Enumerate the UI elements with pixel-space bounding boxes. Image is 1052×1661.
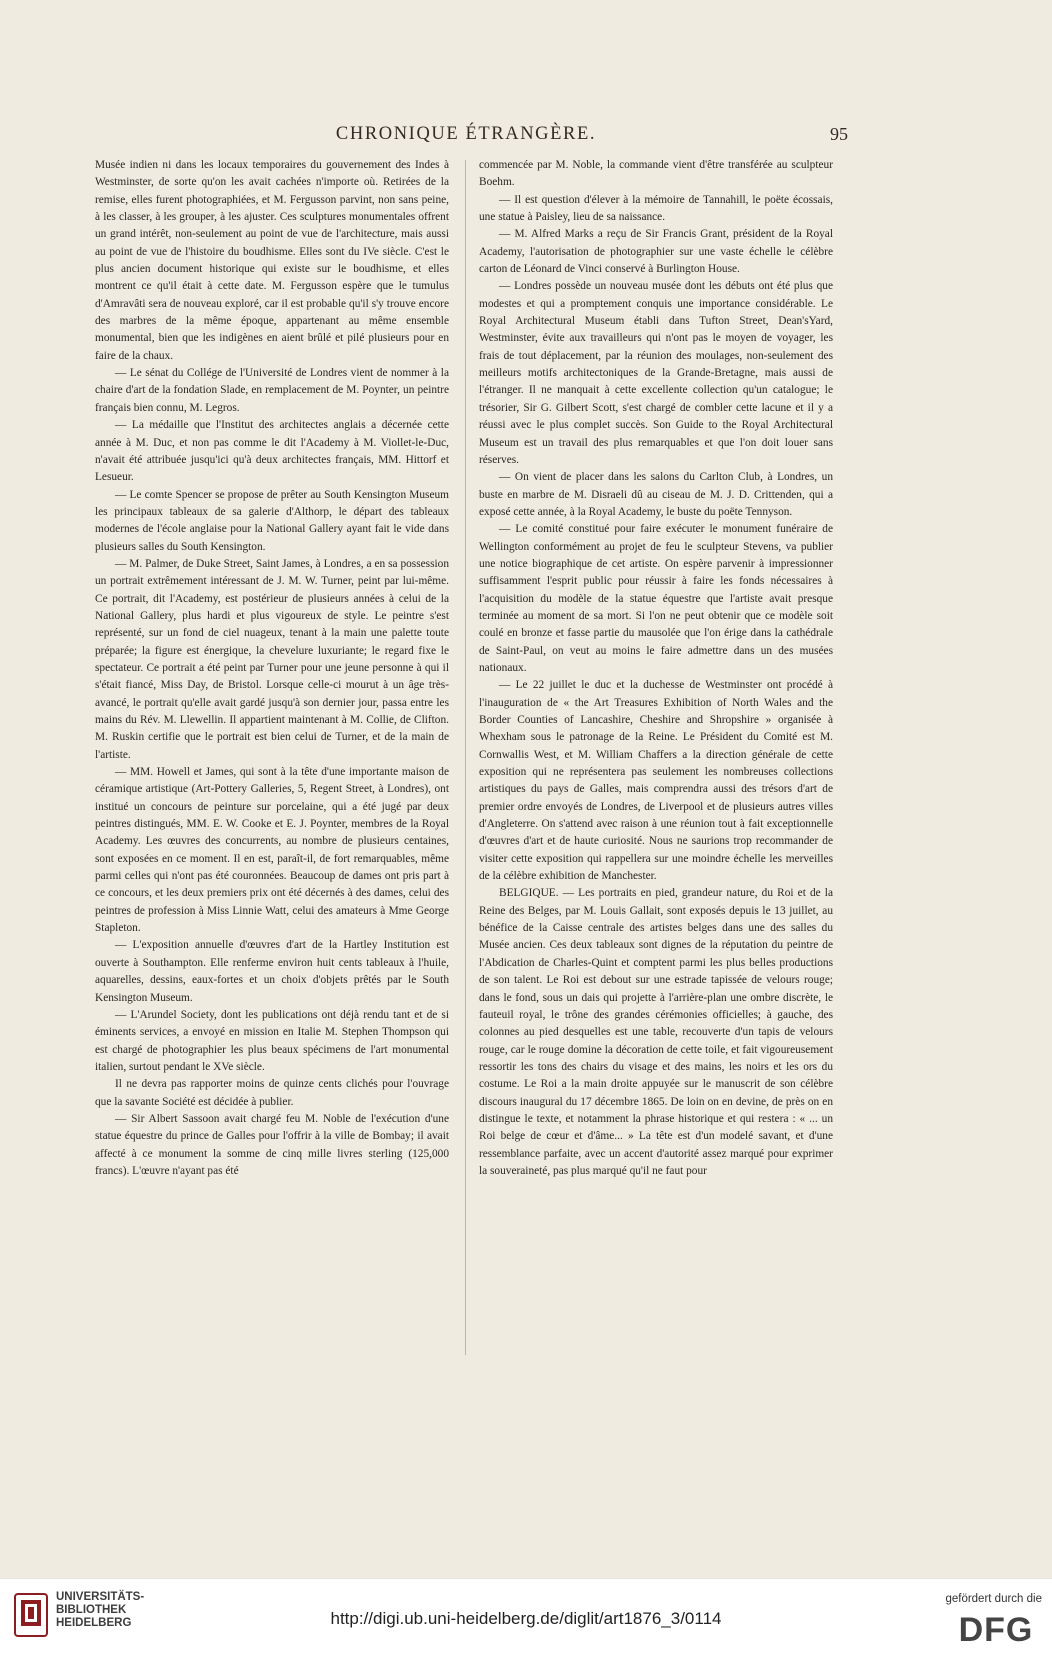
paragraph: — MM. Howell et James, qui sont à la tête d'une importante maison de céramique artistique (Art-Pottery Galleries, 5, Regent Street, à Londres), ont institué un concours de peinture sur porcelaine, qui a été jugé par deux peintres distingués, MM. E. W. Cooke et E. J. Poynter, membres de la Royal Academy. Les œuvres des concurrents, au nombre de plusieurs centaines, sont exposées en ce moment. Il en est, paraît-il, de fort remarquables, même parmi celles qui n'ont pas été couronnées. Beaucoup de dames ont pris part à ce concours, et les deux premiers prix ont été décernés à des dames, celui des peintres de profession à Miss Linnie Watt, celui des amateurs à Mme George Stapleton. [95,766,449,935]
funding-label: gefördert durch die [945,1593,1042,1605]
paragraph: — La médaille que l'Institut des architectes anglais a décernée cette année à M. Duc, et non pas comme le dit l'Academy à M. Viollet-le-Duc, n'avait été attribuée jusqu'ici qu'à deux architectes français, MM. Hittorf et Lesueur. [95,419,449,484]
paragraph: Musée indien ni dans les locaux temporaires du gouvernement des Indes à Westminster, de sorte qu'on les avait cachées n'importe où. Retirées de la remise, elles furent photographiées, et M. Fergusson parvint, non sans peine, à les classer, à les grouper, à les ajuster. Ces sculptures monumentales offrent un grand intérêt, non-seulement au point de vue de l'architecture, mais aussi au point de vue de l'histoire du boudhisme. Elles sont du IVe siècle. C'est le plus ancien document historique qui existe sur le boudhisme, et elles montrent ce qu'il était à cette date. M. Fergusson espère que le tumulus d'Amravâti sera de nouveau exploré, car il est probable qu'il s'y trouve encore des marbres de la même époque, appartenant au même ensemble monumental, bien que les indigènes en aient brûlé et pilé plusieurs pour en faire de la chaux. [95,159,449,362]
running-header [80,124,852,148]
institution-line: BIBLIOTHEK [56,1604,127,1616]
funding-credit [945,1593,1042,1650]
left-column [95,157,449,1407]
paragraph: — Le comte Spencer se propose de prêter au South Kensington Museum les principaux tableaux de sa galerie d'Althorp, le départ des tableaux modernes de l'école anglaise pour la National Gallery ayant fait le vide dans plusieurs salles du South Kensington. [95,488,449,553]
paragraph: — On vient de placer dans les salons du Carlton Club, à Londres, un buste en marbre de M. Disraeli dû au ciseau de M. J. D. Crittenden, qui a exposé cette année, à la Royal Academy, le buste du poëte Tennyson. [479,471,833,518]
paragraph: — Le sénat du Collége de l'Université de Londres vient de nommer à la chaire d'art de la fondation Slade, en remplacement de M. Poynter, un peintre français bien connu, M. Legros. [95,367,449,414]
paragraph: — L'exposition annuelle d'œuvres d'art de la Hartley Institution est ouverte à Southampton. Elle renferme environ huit cents tableaux à l'huile, aquarelles, dessins, eaux-fortes et un choix d'objets prêtés par le South Kensington Museum. [95,939,449,1004]
paragraph: — Le 22 juillet le duc et la duchesse de Westminster ont procédé à l'inauguration de « the Art Treasures Exhibition of North Wales and the Border Counties of Lancashire, Cheshire and Shropshire » organisée à Whexham sous le patronage de la Reine. Le Président du Comité est M. Cornwallis West, et M. William Chaffers a la direction générale de cette exposition qui ne représentera pas seulement les nombreuses collections artistiques du pays de Galles, mais comprendra aussi des trésors d'art de premier ordre envoyés de Londres, de Liverpool et de plusieurs autres villes d'Angleterre. On s'attend avec raison à une réunion tout à fait exceptionnelle d'œuvres d'art et de haute curiosité. Nous ne saurions trop recommander de visiter cette exposition qui rappellera sur une moindre échelle les merveilles de la célèbre exhibition de Manchester. [479,679,833,883]
paragraph: commencée par M. Noble, la commande vient d'être transférée au sculpteur Boehm. [479,159,833,189]
paragraph: BELGIQUE. — Les portraits en pied, grandeur nature, du Roi et de la Reine des Belges, par M. Louis Gallait, sont exposés depuis le 13 juillet, au bénéfice de la Caisse centrale des artistes belges dans une des salles du Musée ancien. Ces deux tableaux sont dignes de la réputation du peintre de l'Abdication de Charles-Quint et comptent parmi les plus belles productions de son talent. Le Roi est debout sur une estrade tapissée de velours rouge; dans le fond, sous un dais qui projette à l'arrière-plan une ombre discrète, le fauteuil royal, le trône des grandes cérémonies officielles; à gauche, des colonnes au pied desquelles est une table, recouverte d'un tapis de velours rouge, car le rouge domine la décoration de cette toile, et fait vigoureusement ressortir les tons des chairs du visage et des mains, les noirs et les ors du costume. Le Roi a la main droite appuyée sur le manuscrit de son célèbre discours inaugural du 17 décembre 1865. De loin on en devine, de près on en distingue le texte, et notamment la phrase historique et qui restera : « ... un Roi belge de cœur et d'âme... » La tête est d'un modelé savant, et d'une ressemblance parfaite, avec un accent d'autorité assez marqué pour exprimer la souveraineté, pas plus marqué qu'il ne faut pour [479,887,833,1177]
column-divider [465,160,466,1355]
paragraph: — Le comité constitué pour faire exécuter le monument funéraire de Wellington conformément au projet de feu le sculpteur Stevens, va publier une notice biographique de cet artiste. On espère parvenir à impressionner suffisamment l'esprit public pour réussir à faire les fonds nécessaires à l'acquisition du modèle de la statue équestre que l'artiste avait presque terminée au moment de sa mort. Si l'on ne peut obtenir que ce modèle soit coulé en bronze et fasse partie du mausolée que l'on érige dans la cathédrale de Saint-Paul, on veut au moins le faire admettre dans un des musées nationaux. [479,523,833,674]
paragraph: — L'Arundel Society, dont les publications ont déjà rendu tant et de si éminents services, a envoyé en mission en Italie M. Stephen Thompson qui est chargé de photographier les plus beaux spécimens de l'art monumental italien, surtout pendant le XVe siècle. [95,1008,449,1073]
page-title: CHRONIQUE ÉTRANGÈRE. [335,124,597,144]
dfg-logo-icon [950,1611,1042,1645]
paragraph: — M. Alfred Marks a reçu de Sir Francis Grant, président de la Royal Academy, l'autorisation de photographier sur une vaste échelle le célèbre carton de Léonard de Vinci conservé à Burlington House. [479,228,833,276]
permalink[interactable]: http://digi.ub.uni-heidelberg.de/diglit/art1876_3/0114 [330,1609,722,1628]
right-column [479,157,833,1407]
paragraph: Il ne devra pas rapporter moins de quinze cents clichés pour l'ouvrage que la savante Société est décidée à publier. [95,1078,449,1108]
page-number: 95 [830,124,848,144]
dfg-logo-text: DFG [958,1611,1034,1645]
paragraph: — Sir Albert Sassoon avait chargé feu M. Noble de l'exécution d'une statue équestre du prince de Galles pour l'offrir à la ville de Bombay; il avait affecté à ce monument la somme de cinq mille livres sterling (125,000 francs). L'œuvre n'ayant pas été [95,1112,449,1177]
paragraph: — Londres possède un nouveau musée dont les débuts ont été plus que modestes et qui a promptement conquis une importance considérable. Le Royal Architectural Museum établi dans Tufton Street, Dean'sYard, Westminster, évite aux travailleurs qui n'ont pas le moyen de voyager, les frais de tout déplacement, par la réunion des moulages, non-seulement des meilleurs motifs architectoniques de la Grande-Bretagne, mais aussi de l'étranger. Il ne manquait à cette excellente collection qu'un catalogue; le trésorier, Sir G. Gilbert Scott, s'est chargé de combler cette lacune et il y a réussi avec le plus complet succès. Son Guide to the Royal Architectural Museum est un travail des plus remarquables et que l'on doit louer sans réserves. [479,280,833,466]
institution-line: UNIVERSITÄTS- [56,1591,145,1603]
viewer-footer [0,1578,1052,1661]
institution-line: HEIDELBERG [56,1617,132,1629]
paragraph: — M. Palmer, de Duke Street, Saint James, à Londres, a en sa possession un portrait extrêmement intéressant de J. M. W. Turner, peint par lui-même. Ce portrait, dit l'Academy, est postérieur de plusieurs années à celui de la National Gallery, plus hardi et plus vigoureux de style. Le peintre s'est représenté, sur un fond de ciel nuageux, tenant à la main une palette toute préparée; la figure est énergique, la chevelure luxuriante; le regard fixe le spectateur. Ce portrait a été peint par Turner pour une jeune personne à qui il s'était fiancé, Miss Day, de Bristol. Lorsque celle-ci mourut à un âge très-avancé, le portrait qu'elle avait gardé jusqu'à son dernier jour, passa entre les mains du Rév. M. Llewellin. Il appartient maintenant à M. Collie, de Clifton. M. Ruskin certifie que le portrait est bien celui de Turner, et de la main de l'artiste. [95,557,449,761]
paragraph: — Il est question d'élever à la mémoire de Tannahill, le poëte écossais, une statue à Paisley, lieu de sa naissance. [479,193,833,224]
